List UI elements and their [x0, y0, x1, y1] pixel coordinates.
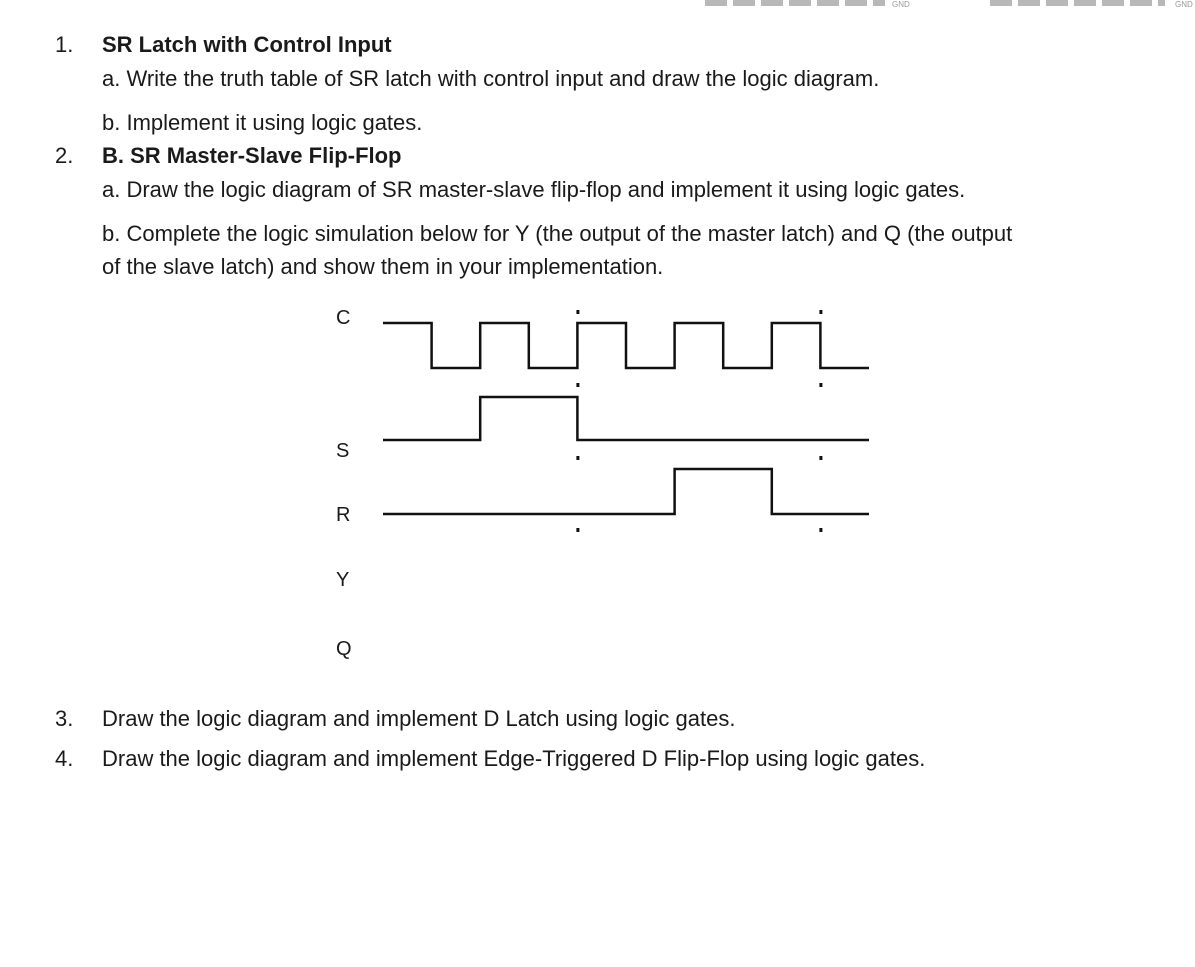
wave-c [383, 323, 869, 368]
question-2-part-a: a. Draw the logic diagram of SR master-slave flip-flop and implement it using logic gates. [102, 177, 966, 202]
signal-label-c: C [336, 307, 351, 329]
signal-label-q: Q [336, 638, 352, 660]
edge-marker-dot [819, 383, 822, 387]
question-2-number: 2. [55, 143, 74, 168]
edge-marker-dot [819, 456, 822, 460]
edge-marker-dot [819, 528, 822, 532]
question-4-number: 4. [55, 746, 74, 771]
question-1-title: SR Latch with Control Input [102, 32, 392, 57]
question-2-title: B. SR Master-Slave Flip-Flop [102, 143, 402, 168]
question-2-part-b: b. Complete the logic simulation below for Y (the output of the master latch) and Q (the output [102, 221, 1013, 246]
signal-label-r: R [336, 504, 351, 526]
question-3-text: Draw the logic diagram and implement D Latch using logic gates. [102, 706, 736, 731]
signal-label-s: S [336, 440, 350, 462]
question-4-text: Draw the logic diagram and implement Edge-Triggered D Flip-Flop using logic gates. [102, 746, 926, 771]
signal-label-y: Y [336, 569, 350, 591]
wave-s [383, 397, 869, 440]
gnd-label-left: GND [892, 0, 910, 9]
question-1-part-a: a. Write the truth table of SR latch with control input and draw the logic diagram. [102, 66, 880, 91]
question-1-number: 1. [55, 32, 74, 57]
wave-r [383, 469, 869, 514]
edge-marker-dot [576, 528, 579, 532]
question-2-part-b-cont: of the slave latch) and show them in your implementation. [102, 254, 664, 279]
edge-marker-dot [576, 310, 579, 314]
edge-marker-dot [576, 456, 579, 460]
question-1-part-b: b. Implement it using logic gates. [102, 110, 423, 135]
gnd-label-right: GND [1175, 0, 1193, 9]
question-3-number: 3. [55, 706, 74, 731]
edge-marker-dot [576, 383, 579, 387]
edge-marker-dot [819, 310, 822, 314]
